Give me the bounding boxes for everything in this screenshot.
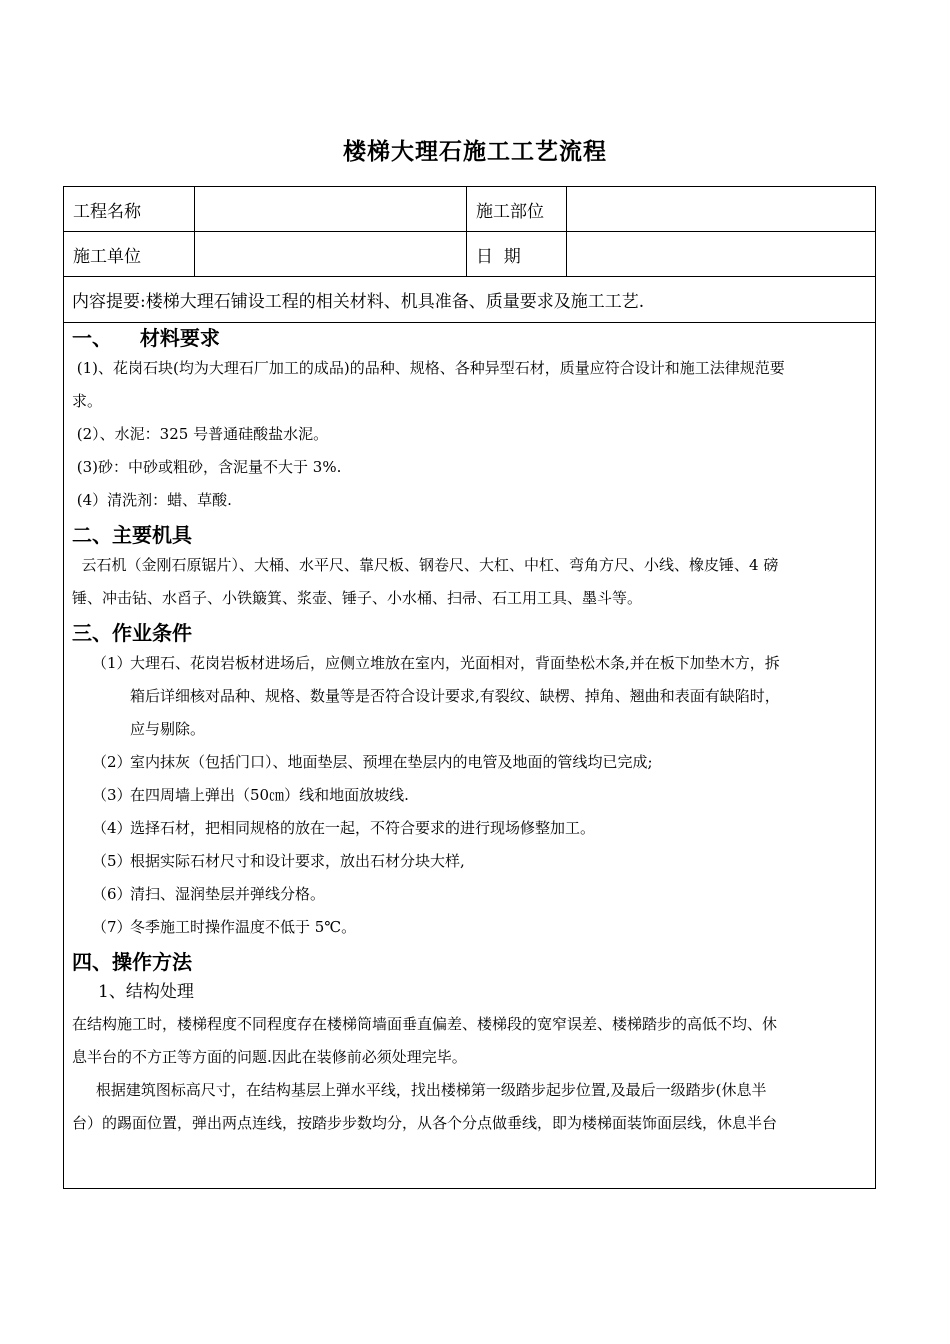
section-heading-method: 四、操作方法 bbox=[72, 950, 192, 974]
condition-text: 清扫、湿润垫层并弹线分格。 bbox=[130, 885, 326, 903]
unit-label: 施工单位 bbox=[73, 246, 141, 267]
condition-item bbox=[72, 647, 867, 680]
condition-number: （2） bbox=[92, 753, 132, 771]
form-frame bbox=[63, 186, 876, 1189]
condition-item bbox=[72, 878, 867, 911]
materials-line: 求。 bbox=[72, 392, 103, 410]
subsection-heading: 1、结构处理 bbox=[98, 982, 194, 1002]
project-name-label: 工程名称 bbox=[73, 201, 141, 222]
date-label: 日 期 bbox=[466, 232, 566, 276]
condition-text: 箱后详细核对品种、规格、数量等是否符合设计要求,有裂纹、缺楞、掉角、翘曲和表面有缺陷时， bbox=[130, 687, 780, 705]
materials-line: (1)、花岗石块(均为大理石厂加工的成品)的品种、规格、各种异型石材，质量应符合设计和施工法律规范要 bbox=[72, 359, 785, 377]
condition-text: 室内抹灰（包括门口）、地面垫层、预埋在垫层内的电管及地面的管线均已完成; bbox=[130, 753, 653, 771]
condition-number: （4） bbox=[92, 819, 132, 837]
condition-item bbox=[72, 746, 867, 779]
header-row-2 bbox=[64, 232, 875, 277]
project-name-field[interactable] bbox=[194, 187, 466, 231]
condition-number: （7） bbox=[92, 918, 132, 936]
tools-line: 锤、冲击钻、水舀子、小铁簸箕、浆壶、锤子、小水桶、扫帚、石工用工具、墨斗等。 bbox=[72, 589, 643, 607]
materials-line: (4）清洗剂：蜡、草酸. bbox=[72, 491, 232, 509]
condition-number: （6） bbox=[92, 885, 132, 903]
condition-text: 大理石、花岗岩板材进场后，应侧立堆放在室内，光面相对，背面垫松木条,并在板下加垫木方，拆 bbox=[130, 654, 780, 672]
method-line: 台）的踢面位置，弹出两点连线，按踏步步数均分，从各个分点做垂线，即为楼梯面装饰面层线，休息半台 bbox=[72, 1114, 778, 1132]
condition-number: （3） bbox=[92, 786, 132, 804]
condition-number: （5） bbox=[92, 852, 132, 870]
materials-line: (2）、水泥：325 号普通硅酸盐水泥。 bbox=[72, 425, 329, 443]
condition-text: 应与剔除。 bbox=[130, 720, 206, 738]
condition-item bbox=[72, 812, 867, 845]
materials-line: (3)砂：中砂或粗砂，含泥量不大于 3%. bbox=[72, 458, 342, 476]
section-heading-conditions: 三、作业条件 bbox=[72, 621, 192, 645]
content-body bbox=[64, 324, 875, 1140]
section-heading-tools: 二、主要机具 bbox=[72, 523, 192, 547]
unit-field[interactable] bbox=[194, 232, 466, 276]
condition-text: 在四周墙上弹出（50㎝）线和地面放坡线. bbox=[130, 786, 409, 804]
condition-text: 冬季施工时操作温度不低于 5℃。 bbox=[130, 918, 357, 936]
content-summary: 内容提要:楼梯大理石铺设工程的相关材料、机具准备、质量要求及施工工艺. bbox=[64, 277, 875, 323]
method-line: 息半台的不方正等方面的问题.因此在装修前必须处理完毕。 bbox=[72, 1048, 467, 1066]
document-title: 楼梯大理石施工工艺流程 bbox=[343, 139, 607, 165]
condition-item bbox=[72, 911, 867, 944]
section-heading-materials: 一、 材料要求 bbox=[72, 326, 220, 350]
location-label: 施工部位 bbox=[466, 187, 566, 231]
method-line: 根据建筑图标高尺寸，在结构基层上弹水平线，找出楼梯第一级踏步起步位置,及最后一级踏步(休息半 bbox=[72, 1081, 767, 1099]
condition-item bbox=[72, 845, 867, 878]
tools-line: 云石机（金刚石原锯片）、大桶、水平尺、靠尺板、钢卷尺、大杠、中杠、弯角方尺、小线、橡皮锤、4 磅 bbox=[72, 556, 779, 574]
header-row-1 bbox=[64, 187, 875, 232]
date-field[interactable] bbox=[566, 232, 876, 276]
location-field[interactable] bbox=[566, 187, 876, 231]
condition-text: 根据实际石材尺寸和设计要求，放出石材分块大样, bbox=[130, 852, 465, 870]
condition-number: （1） bbox=[92, 654, 132, 672]
condition-item bbox=[72, 779, 867, 812]
method-line: 在结构施工时，楼梯程度不同程度存在楼梯筒墙面垂直偏差、楼梯段的宽窄误差、楼梯踏步的高低不均、休 bbox=[72, 1015, 778, 1033]
condition-text: 选择石材，把相同规格的放在一起，不符合要求的进行现场修整加工。 bbox=[130, 819, 596, 837]
